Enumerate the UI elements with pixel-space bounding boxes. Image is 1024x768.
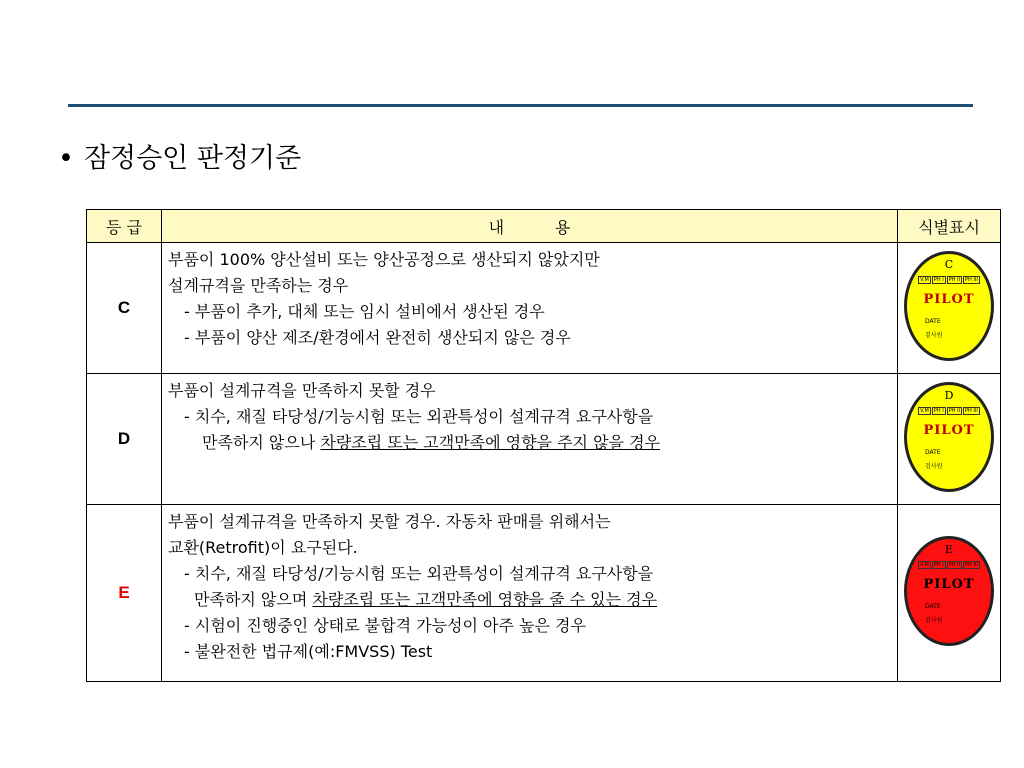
stamp-inspector: 검사원 [925,463,943,470]
stamp-inspector: 검사원 [925,332,943,339]
content-c [162,243,898,374]
stamp-box: PH III [965,277,978,283]
stamp-phase-boxes [914,407,984,415]
stamp-phase-boxes [914,561,984,569]
content-line: 교환(Retrofit)이 요구된다. [168,538,358,557]
stamp-box: PH I [933,277,944,283]
grade-criteria-table [86,209,1001,682]
title-rule [68,104,973,107]
content-line: - 시험이 진행중인 상태로 불합격 가능성이 아주 높은 경우 [184,616,586,635]
stamp-box: V.M [920,277,929,283]
stamp-pilot: PILOT [923,292,975,307]
header-grade: 등 급 [87,210,162,243]
stamp-date: DATE [925,603,941,610]
stamp-date: DATE [925,318,941,325]
mark-e [898,505,1001,682]
stamp-box: PH II [948,562,961,568]
mark-c [898,243,1001,374]
content-line: - 부품이 추가, 대체 또는 임시 설비에서 생산된 경우 [184,302,545,321]
stamp-box: PH II [948,408,961,414]
content-text: 만족하지 않으며 [194,590,313,609]
table-row-d [87,374,1001,505]
content-line: - 치수, 재질 타당성/기능시험 또는 외관특성이 설계규격 요구사항을 [184,407,654,426]
stamp-box: V.M [920,562,929,568]
stamp-box: PH II [948,277,961,283]
stamp-phase-boxes [914,276,984,284]
pilot-stamp-e [904,536,994,646]
table-row-e [87,505,1001,682]
stamp-box: PH I [933,408,944,414]
pilot-stamp-c [904,251,994,361]
content-line [168,587,891,613]
content-line: 부품이 설계규격을 만족하지 못할 경우. 자동차 판매를 위해서는 [168,512,611,531]
page-title-text: 잠정승인 판정기준 [83,143,302,174]
grade-c: C [87,243,162,374]
content-line: - 부품이 양산 제조/환경에서 완전히 생산되지 않은 경우 [184,328,571,347]
content-line: - 치수, 재질 타당성/기능시험 또는 외관특성이 설계규격 요구사항을 [184,564,654,583]
content-line: 부품이 설계규격을 만족하지 못할 경우 [168,381,436,400]
content-e [162,505,898,682]
stamp-pilot: PILOT [923,423,975,438]
stamp-letter: C [944,258,954,271]
content-d [162,374,898,505]
stamp-box: PH III [965,562,978,568]
pilot-stamp-d [904,382,994,492]
content-line: - 불완전한 법규제(예:FMVSS) Test [184,642,433,661]
stamp-date: DATE [925,449,941,456]
stamp-letter: E [944,543,954,556]
mark-d [898,374,1001,505]
table-row-c [87,243,1001,374]
stamp-box: PH III [965,408,978,414]
table-header-row [87,210,1001,243]
bullet: • [58,143,74,174]
stamp-inspector: 검사원 [925,617,943,624]
stamp-box: PH I [933,562,944,568]
content-underlined: 차량조립 또는 고객만족에 영향을 줄 수 있는 경우 [312,590,658,609]
stamp-letter: D [944,389,954,402]
stamp-pilot: PILOT [923,577,975,592]
page-title [58,136,301,175]
grade-e: E [87,505,162,682]
stamp-box: V.M [920,408,929,414]
content-line: 설계규격을 만족하는 경우 [168,276,349,295]
content-line: 부품이 100% 양산설비 또는 양산공정으로 생산되지 않았지만 [168,250,600,269]
header-content: 내 용 [162,210,898,243]
header-mark: 식별표시 [898,210,1001,243]
grade-d: D [87,374,162,505]
content-text: 만족하지 않으나 [202,433,321,452]
content-line [168,430,891,456]
content-underlined: 차량조립 또는 고객만족에 영향을 주지 않을 경우 [320,433,661,452]
